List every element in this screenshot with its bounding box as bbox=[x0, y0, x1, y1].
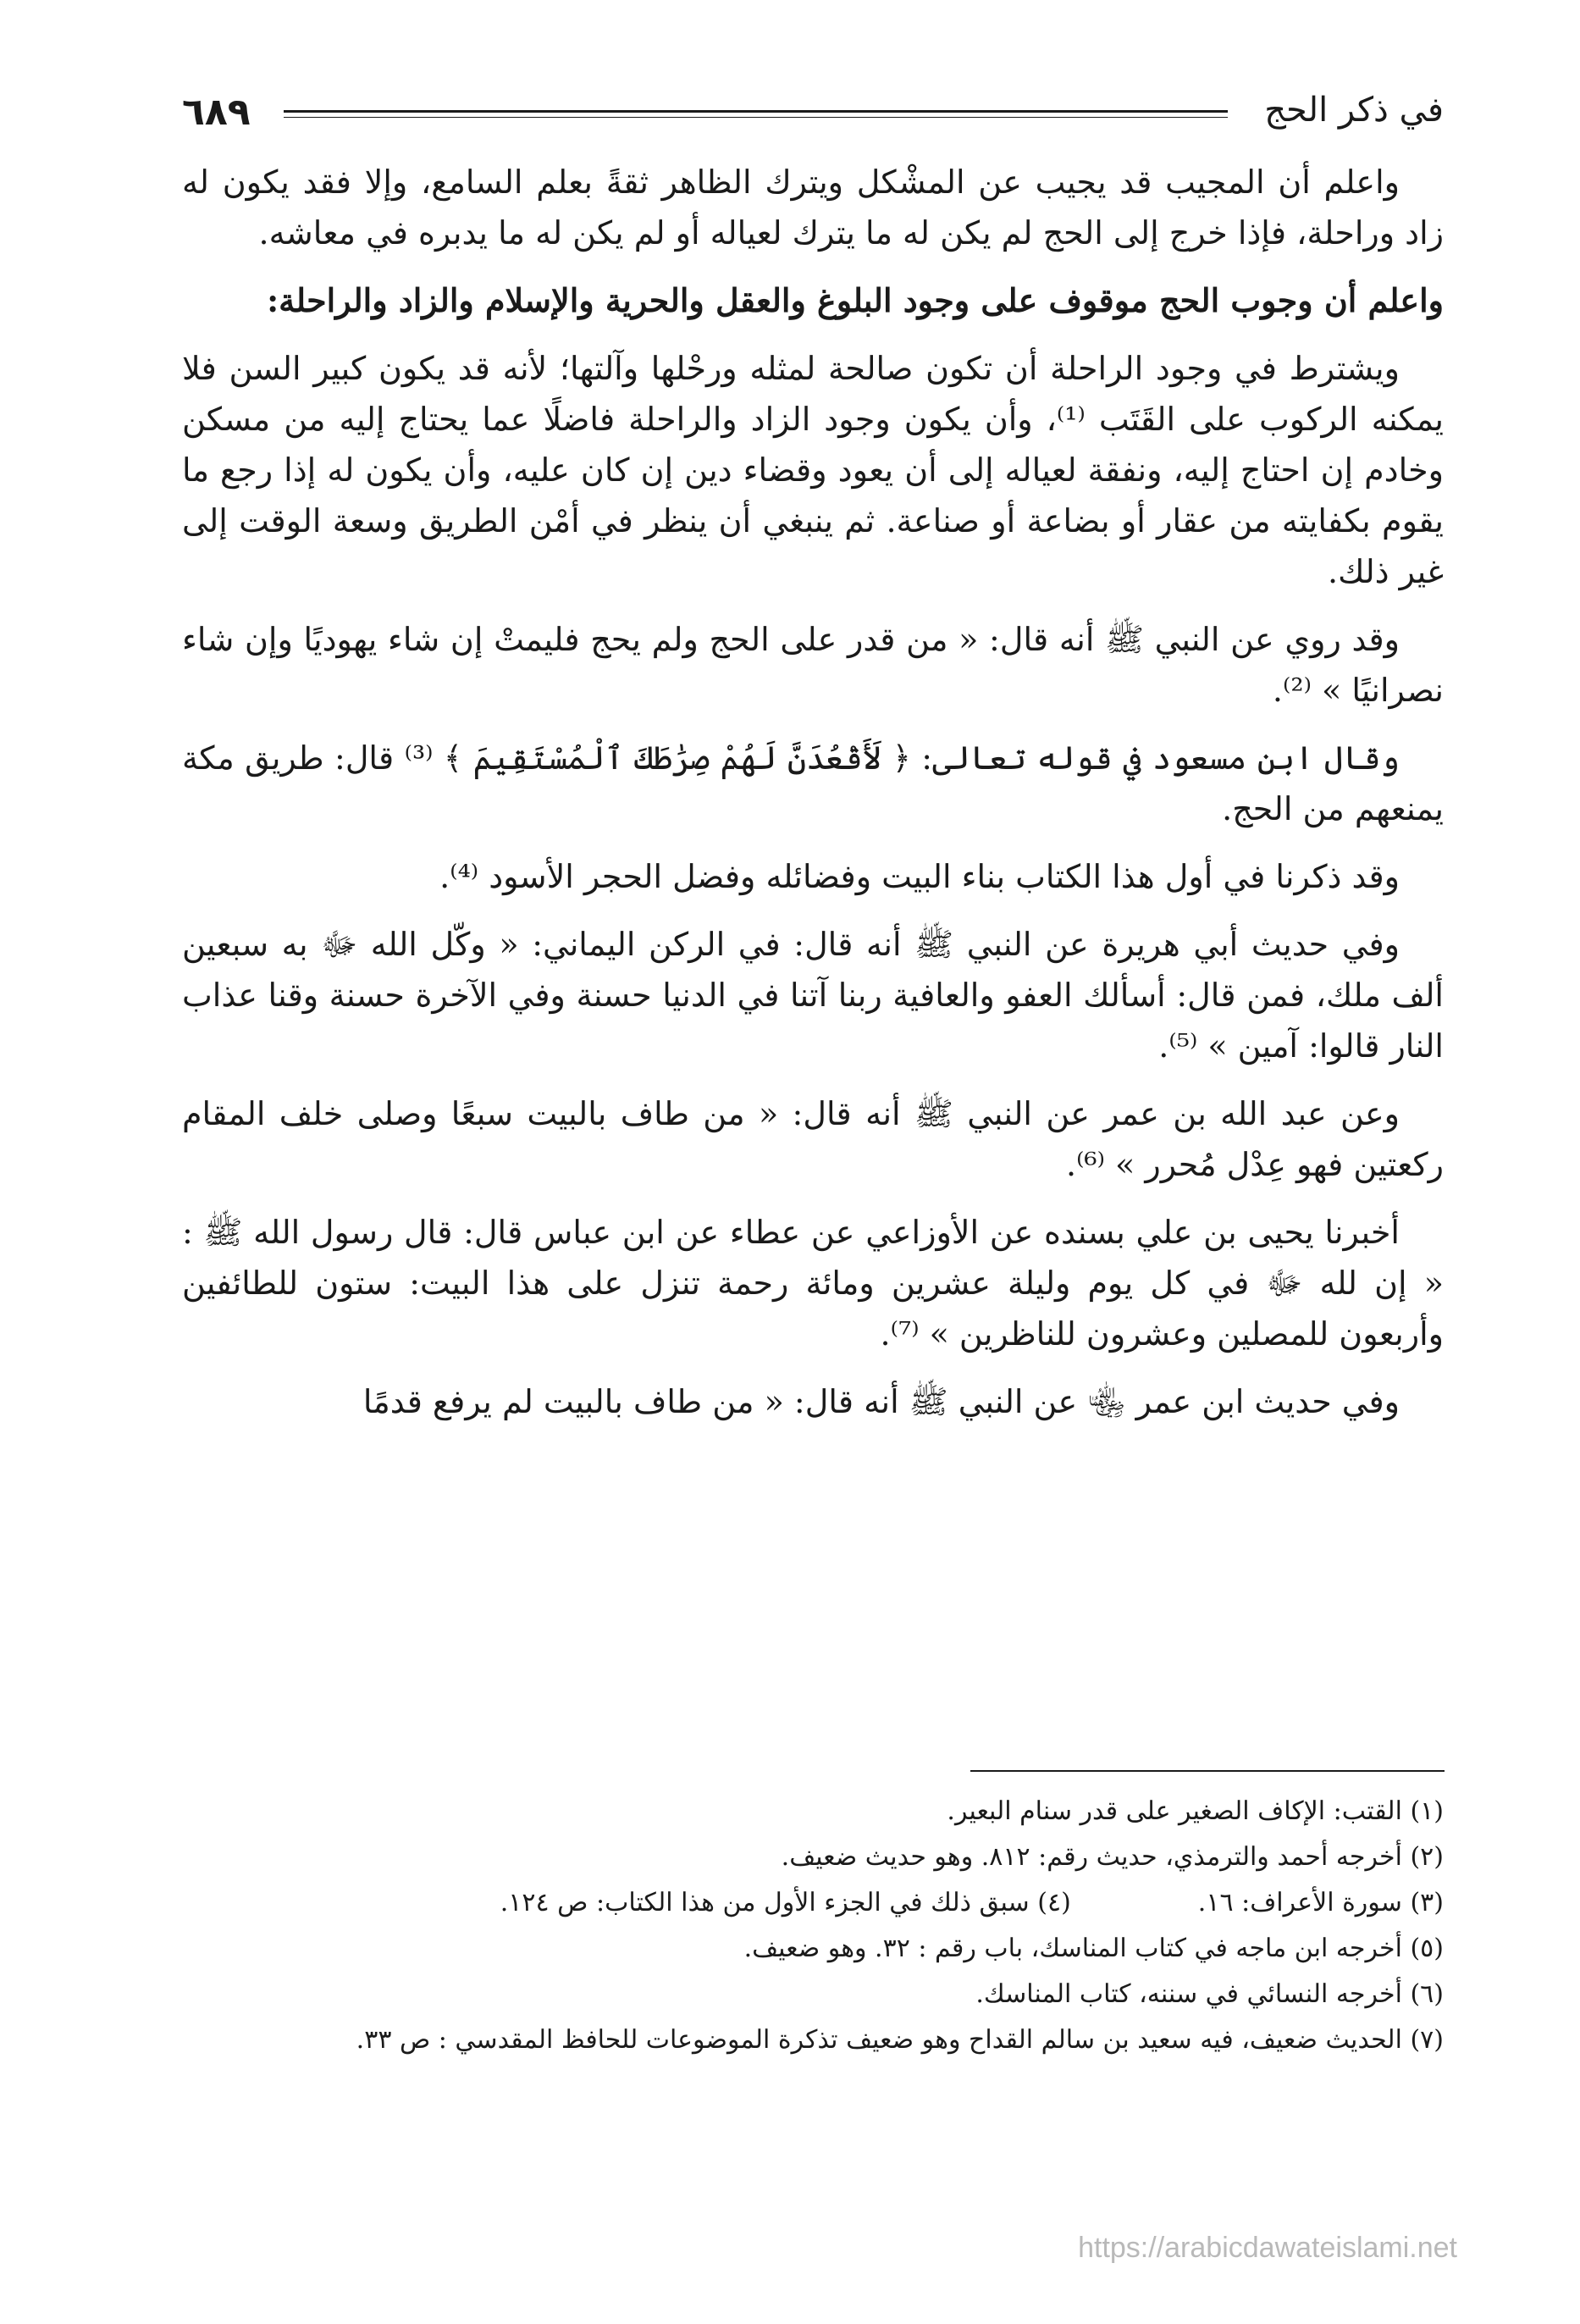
footnote: (٦) أخرجه النسائي في سننه، كتاب المناسك. bbox=[975, 1979, 1444, 2009]
footnote: (٥) أخرجه ابن ماجه في كتاب المناسك، باب رقم : ٣٢. وهو ضعيف. bbox=[743, 1934, 1444, 1963]
footnote: (١) القتب: الإكاف الصغير على قدر سنام البعير. bbox=[947, 1796, 1444, 1826]
paragraph: ويشترط في وجود الراحلة أن تكون صالحة لمثله ورحْلها وآلتها؛ لأنه قد يكون كبير السن فلا يمكنه الركوب على القَتَب ⁽¹⁾، وأن يكون وجود الزاد والراحلة فاضلًا عما يحتاج إليه من مسكن وخادم إن احتاج إليه، ونفقة لعياله إلى أن يعود وقضاء دين إن كان عليه، وأن يكون له إذا رجع ما يقوم بكفايته من عقار أو بضاعة أو صناعة. ثم ينبغي أن ينظر في أمْن الطريق وسعة الوقت إلى غير ذلك. bbox=[182, 350, 1444, 590]
footnote-row bbox=[182, 1880, 1444, 1926]
paragraph: واعلم أن المجيب قد يجيب عن المشْكل ويترك الظاهر ثقةً بعلم السامع، وإلا فقد يكون له زاد وراحلة، فإذا خرج إلى الحج لم يكن له ما يترك لعياله أو لم يكن له ما يدبره في معاشه. bbox=[182, 163, 1444, 252]
paragraph: وعن عبد الله بن عمر عن النبي ﷺ أنه قال: « من طاف بالبيت سبعًا وصلى خلف المقام ركعتين فهو عِدْل مُحرر » ⁽⁶⁾. bbox=[182, 1095, 1444, 1183]
paragraph: أخبرنا يحيى بن علي بسنده عن الأوزاعي عن عطاء عن ابن عباس قال: قال رسول الله ﷺ : « إن لله ﷻ في كل يوم وليلة عشرين ومائة رحمة تنزل على هذا البيت: ستون للطائفين وأربعون للمصلين وعشرون للناظرين » ⁽⁷⁾. bbox=[182, 1214, 1444, 1353]
footnotes bbox=[182, 1789, 1444, 2063]
paragraph: وفي حديث أبي هريرة عن النبي ﷺ أنه قال: في الركن اليماني: « وكّل الله ﷻ به سبعين ألف ملك، فمن قال: أسألك العفو والعافية ربنا آتنا في الدنيا حسنة وفي الآخرة حسنة وقنا عذاب النار قالوا: آمين » ⁽⁵⁾. bbox=[182, 926, 1444, 1065]
watermark-url: https://arabicdawateislami.net bbox=[1078, 2232, 1457, 2264]
paragraph: وقد روي عن النبي ﷺ أنه قال: « من قدر على الحج ولم يحج فليمتْ إن شاء يهوديًا وإن شاء نصرانيًا » ⁽²⁾. bbox=[182, 621, 1444, 709]
footnote: (٧) الحديث ضعيف، فيه سعيد بن سالم القداح وهو ضعيف تذكرة الموضوعات للحافظ المقدسي : ص ٣٣. bbox=[356, 2025, 1444, 2055]
footnote: (٢) أخرجه أحمد والترمذي، حديث رقم: ٨١٢. وهو حديث ضعيف. bbox=[781, 1842, 1444, 1872]
footnote-separator bbox=[970, 1770, 1445, 1772]
paragraph-bold-heading: واعلم أن وجوب الحج موقوف على وجود البلوغ والعقل والحرية والإسلام والزاد والراحلة: bbox=[267, 281, 1444, 319]
paragraph: وفي حديث ابن عمر ﵄ عن النبي ﷺ أنه قال: « من طاف بالبيت لم يرفع قدمًا bbox=[362, 1383, 1400, 1420]
paragraph: وقال ابن مسعود في قوله تعالى: ﴿ لَأَقْعُدَنَّ لَهُمْ صِرَٰطَكَ ٱلْمُسْتَقِيمَ ﴾ ⁽³⁾ قال: طريق مكة يمنعهم من الحج. bbox=[182, 739, 1444, 827]
paragraph: وقد ذكرنا في أول هذا الكتاب بناء البيت وفضائله وفضل الحجر الأسود ⁽⁴⁾. bbox=[439, 858, 1400, 895]
footnote: (٤) سبق ذلك في الجزء الأول من هذا الكتاب: ص ١٢٤. bbox=[500, 1888, 1071, 1917]
chapter-title: في ذكر الحج bbox=[1264, 91, 1444, 130]
footnote: (٣) سورة الأعراف: ١٦. bbox=[1197, 1888, 1444, 1917]
header-rule-thin bbox=[284, 117, 1228, 118]
main-text bbox=[182, 157, 1444, 1444]
running-head bbox=[182, 85, 1444, 144]
page-number: ٦٨٩ bbox=[182, 91, 251, 134]
header-rule bbox=[284, 110, 1228, 113]
